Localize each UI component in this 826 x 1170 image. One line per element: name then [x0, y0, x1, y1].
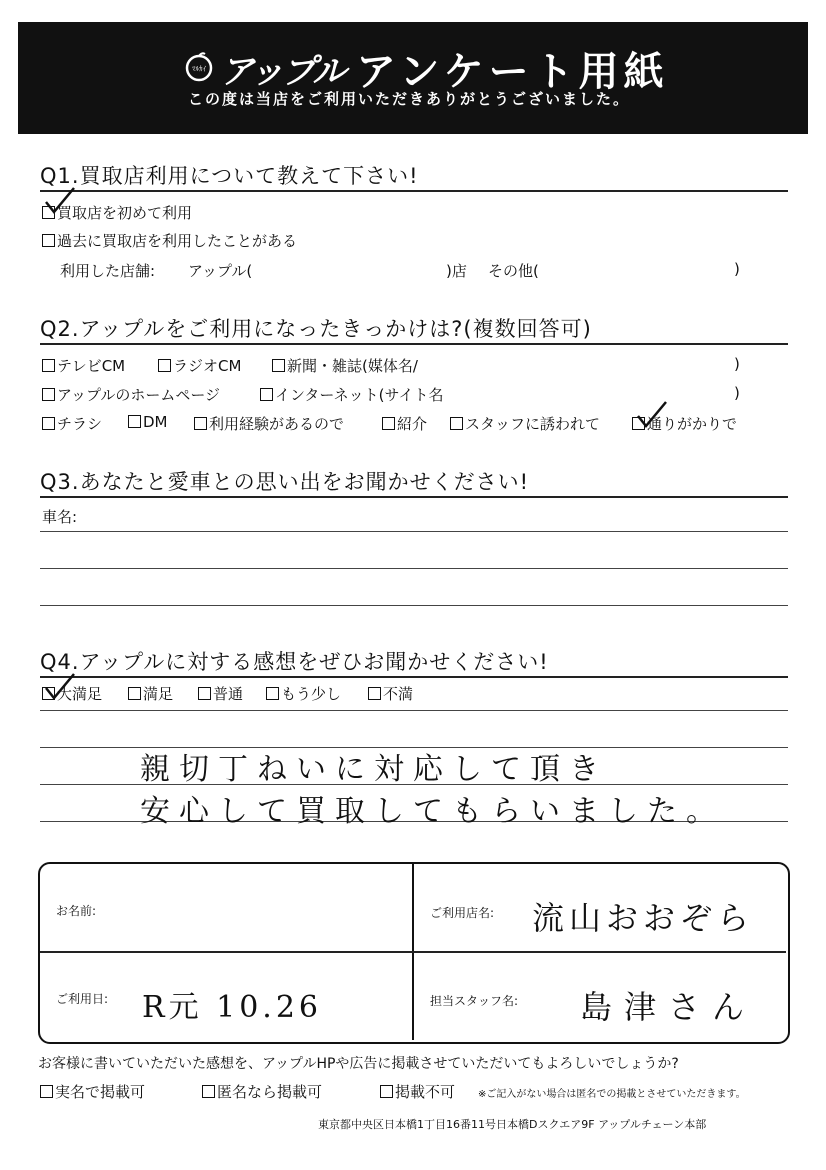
- date-value: R元 10.26: [142, 990, 323, 1025]
- apple-logo-icon: [184, 52, 214, 82]
- q1-store-other: その他(: [488, 262, 539, 280]
- consent-note: ※ご記入がない場合は匿名での掲載とさせていただきます。: [478, 1089, 746, 1100]
- footer-address: 東京都中央区日本橋1丁目16番11号日本橋Dスクエア9F アップルチェーン本部: [318, 1118, 707, 1131]
- q1-store-suffix: )店: [446, 262, 467, 280]
- checkmark-icon: [634, 400, 668, 428]
- q2-option-dm[interactable]: DM: [128, 413, 168, 431]
- q1-store-apple: アップル(: [188, 262, 253, 280]
- q2-title: Q2.アップルをご利用になったきっかけは?(複数回答可): [40, 317, 592, 341]
- consent-option-real-name[interactable]: 実名で掲載可: [40, 1081, 145, 1102]
- store-label: ご利用店名:: [430, 906, 495, 920]
- q1-option-first-time[interactable]: 買取店を初めて利用: [42, 202, 192, 223]
- q3-title: Q3.あなたと愛車との思い出をお聞かせください!: [40, 470, 529, 494]
- q2-option-tv-cm[interactable]: テレビCM: [42, 355, 125, 376]
- q2-row2-close: ): [734, 384, 740, 402]
- consent-option-not-allowed[interactable]: 掲載不可: [380, 1081, 455, 1102]
- staff-label: 担当スタッフ名:: [430, 994, 519, 1008]
- q2-option-referral[interactable]: 紹介: [382, 413, 427, 434]
- q3-car-label: 車名:: [42, 508, 78, 526]
- q1-option-used-before[interactable]: 過去に買取店を利用したことがある: [42, 230, 297, 251]
- q2-option-internet[interactable]: インターネット(サイト名: [260, 384, 443, 405]
- q2-option-experience[interactable]: 利用経験があるので: [194, 413, 344, 434]
- q4-option-very-satisfied[interactable]: 大満足: [42, 683, 102, 704]
- q2-option-staff[interactable]: スタッフに誘われて: [450, 413, 600, 434]
- checkmark-icon: [42, 186, 76, 214]
- info-box-divider-horizontal: [40, 951, 786, 953]
- svg-text:ﾏﾙｶｲ: ﾏﾙｶｲ: [192, 65, 206, 73]
- page-subtitle: この度は当店をご利用いただきありがとうございました。: [188, 90, 631, 108]
- writing-line: [40, 710, 788, 711]
- handwritten-comment-line-2: 安心して買取してもらいました。: [140, 794, 725, 829]
- logo-text: アップル: [220, 52, 345, 92]
- q2-option-passing-by[interactable]: 通りがかりで: [632, 413, 737, 434]
- name-label: お名前:: [56, 904, 97, 918]
- consent-question: お客様に書いていただいた感想を、アップルHPや広告に掲載させていただいてもよろしいでしょうか?: [38, 1056, 679, 1072]
- q1-store-close: ): [734, 260, 740, 278]
- page-title: アンケート用紙: [356, 49, 669, 95]
- consent-option-anonymous[interactable]: 匿名なら掲載可: [202, 1081, 322, 1102]
- q4-option-a-bit-more[interactable]: もう少し: [266, 683, 341, 704]
- staff-value: 島津さん: [580, 988, 757, 1026]
- q3-divider: [40, 496, 788, 498]
- checkmark-icon: [42, 672, 76, 700]
- q4-option-neutral[interactable]: 普通: [198, 683, 243, 704]
- q4-option-satisfied[interactable]: 満足: [128, 683, 173, 704]
- q4-option-dissatisfied[interactable]: 不満: [368, 683, 413, 704]
- q2-row1-close: ): [734, 355, 740, 373]
- date-label: ご利用日:: [56, 992, 109, 1006]
- q2-option-flyer[interactable]: チラシ: [42, 413, 102, 434]
- writing-line: [40, 568, 788, 569]
- q4-divider: [40, 676, 788, 678]
- q2-option-radio-cm[interactable]: ラジオCM: [158, 355, 241, 376]
- q1-title: Q1.買取店利用について教えて下さい!: [40, 164, 419, 188]
- writing-line: [40, 531, 788, 532]
- q1-divider: [40, 190, 788, 192]
- writing-line: [40, 605, 788, 606]
- handwritten-comment-line-1: 親切丁ねいに対応して頂き: [140, 752, 608, 787]
- q2-option-newspaper[interactable]: 新聞・雑誌(媒体名/: [272, 355, 418, 376]
- q2-divider: [40, 343, 788, 345]
- store-value: 流山おおぞら: [532, 899, 755, 937]
- q2-option-homepage[interactable]: アップルのホームページ: [42, 384, 220, 405]
- q4-title: Q4.アップルに対する感想をぜひお聞かせください!: [40, 650, 549, 674]
- q1-store-prompt: 利用した店舗:: [60, 262, 156, 280]
